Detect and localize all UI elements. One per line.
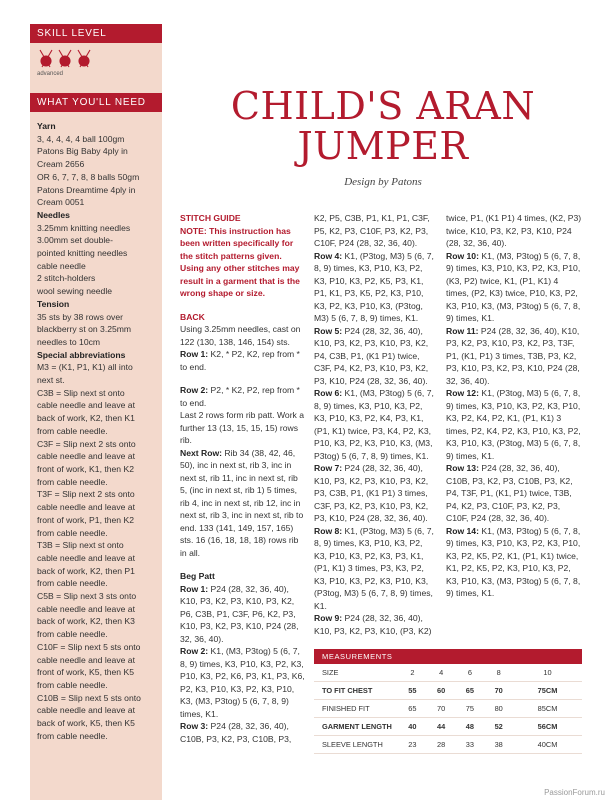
- row-6-text: [314, 387, 437, 462]
- needles-heading: Needles: [37, 209, 70, 220]
- yarn-heading: Yarn: [37, 121, 56, 131]
- row-1-text: [180, 348, 305, 373]
- list-line: Cream 0051: [37, 197, 85, 208]
- row-label: Row 3:: [180, 721, 209, 731]
- row-8-text: [314, 525, 437, 613]
- title-line-2: JUMPER: [297, 124, 469, 168]
- measurement-value: 80: [494, 704, 503, 713]
- row-11-text: [446, 325, 582, 388]
- row-2-text: [180, 384, 305, 409]
- list-line: from cable needle.: [37, 527, 108, 538]
- row-label: Row 7:: [314, 463, 343, 473]
- list-line: pointed knitting needles: [37, 248, 128, 259]
- row-label: Row 14:: [446, 525, 479, 536]
- list-line: cable needle and leave at: [37, 654, 135, 665]
- tension-heading: Tension: [37, 298, 70, 309]
- back-heading: BACK: [180, 311, 205, 322]
- measurements-box: [314, 649, 582, 754]
- list-line: wool sewing needle: [37, 286, 113, 297]
- requirements-list: [30, 112, 162, 742]
- yarn-lines: [37, 133, 156, 209]
- measurement-value: 85CM: [537, 704, 558, 713]
- column-3: [446, 212, 582, 600]
- row-body: P24 (28, 32, 36, 40), C10B, P3, K2, P3, C10B, P3,: [180, 721, 292, 744]
- list-line: M3 = (K1, P1, K1) all into: [37, 362, 133, 373]
- table-row: [314, 700, 582, 718]
- row-body: P24 (28, 32, 36, 40), K10, P3, K2, P3, K10, P3, K2, P6, C3B, P1, C3F, P6, K2, P3, K10, P3, K2, P3, K10, P24 (28, 32, 36, 40).: [180, 583, 299, 644]
- measurement-value: 52: [494, 722, 503, 731]
- pattern-note: NOTE: This instruction has been written specifically for the stitch patterns given. Using any other stitches may result in a garment that is the wrong shape or size.: [180, 225, 300, 298]
- row-9-continued: twice, P1, (K1 P1) 4 times, (K2, P3) twice, K10, P3, K2, P3, K10, P24 (28, 32, 36, 40).: [446, 213, 582, 248]
- row-12-text: [446, 387, 582, 462]
- list-line: Patons Big Baby 4ply in: [37, 146, 128, 157]
- row-label: Row 2:: [180, 385, 209, 395]
- row-label: Row 1:: [180, 583, 209, 594]
- next-row-text: [180, 447, 305, 560]
- measurements-table: [314, 664, 582, 754]
- list-line: back of work, K2, then K3: [37, 616, 135, 627]
- list-line: 3, 4, 4, 4, 4 ball 100gm: [37, 133, 125, 144]
- row-body: P24 (28, 32, 36, 40), K10, P3, K2, P3, K10, (P3, K2): [314, 613, 432, 636]
- list-line: 2 stitch-holders: [37, 273, 96, 284]
- measurement-label: TO FIT CHEST: [322, 686, 373, 695]
- list-line: cable needle and leave at: [37, 400, 135, 411]
- list-line: from cable needle.: [37, 679, 108, 690]
- measurement-value: 40CM: [537, 740, 558, 749]
- list-line: front of work, K5, then K5: [37, 667, 134, 678]
- row-label: Row 5:: [314, 325, 343, 336]
- what-you-need-band: WHAT YOU'LL NEED: [30, 93, 162, 112]
- stitch-guide-heading: STITCH GUIDE: [180, 213, 241, 223]
- row-14-text: [446, 525, 582, 600]
- beg-patt-heading: Beg Patt: [180, 571, 215, 581]
- row-body: Rib 34 (38, 42, 46, 50), inc in next st, rib 3, inc in next st, rib 11, inc in next st, rib 5, (inc in next st, rib 1) 5 times, rib 4, inc in next st, rib 12, inc in next st, rib 3, inc in next st, rib to end. 133 (141, 149, 157, 165) sts. 16 (16, 18, 18, 18) rows rib in all.: [180, 447, 304, 558]
- measurement-value: 56CM: [537, 722, 558, 731]
- row-label: Row 10:: [446, 250, 479, 261]
- measurement-value: 23: [408, 740, 417, 749]
- abbreviations-heading: Special abbreviations: [37, 349, 126, 360]
- column-2: [314, 212, 437, 637]
- measurement-value: 44: [437, 722, 446, 731]
- sidebar: [30, 24, 162, 800]
- measurement-value: 38: [494, 740, 503, 749]
- measurement-value: 60: [437, 686, 446, 695]
- rib-text: Last 2 rows form rib patt. Work a further 13 (13, 15, 15, 15) rows rib.: [180, 410, 305, 445]
- row-body: P24 (28, 32, 36, 40), K10, P3, K2, P3, K10, P3, K2, P4, C3B, P1, (K1 P1) twice, C3F, P4, K2, P3, K10, P3, K2, P3, K10, P24 (28, 32, 36, 40).: [314, 325, 429, 386]
- table-row: [314, 682, 582, 700]
- measurement-value: 2: [410, 668, 415, 677]
- row-3-continued: K2, P5, C3B, P1, K1, P1, C3F, P5, K2, P3, C10F, P3, K2, P3, C10F, P24 (28, 32, 36, 40).: [314, 213, 430, 248]
- row-body: K1, (M3, P3tog) 5 (6, 7, 8, 9) times, K3, P10, K3, P2, K3, P10, K3, P2, K6, P3, K1, P3, K6, P2, K3, P10, K3, P2, K3, P10, K3, (M3, P3tog) 5 (6, 7, 8, 9) times, K1.: [180, 646, 305, 719]
- measurement-value: 75: [465, 704, 475, 713]
- list-line: next st.: [37, 375, 65, 386]
- list-line: C3F = Slip next 2 sts onto: [37, 438, 136, 449]
- measurement-label: GARMENT LENGTH: [322, 722, 392, 731]
- row-body: P24 (28, 32, 36, 40), C10B, P3, K2, P3, C10B, P3, K2, P4, T3F, P1, (K1, P1) twice, T3B, P4, K2, P3, C10F, P3, K2, P3, C10F, P24 (28, 32, 36, 40).: [446, 463, 573, 523]
- title-line-1: CHILD'S ARAN: [230, 84, 536, 128]
- list-line: Cream 2656: [37, 159, 85, 170]
- cast-on-text: Using 3.25mm needles, cast on 122 (130, 138, 146, 154) sts.: [180, 324, 301, 347]
- row-7-text: [314, 462, 437, 525]
- measurement-label: FINISHED FIT: [322, 704, 370, 713]
- row-label: Row 8:: [314, 525, 343, 536]
- list-line: T3F = Slip next 2 sts onto: [37, 489, 135, 500]
- list-line: back of work, K2, then P1: [37, 565, 135, 576]
- list-line: C10F = Slip next 5 sts onto: [37, 641, 141, 652]
- list-line: cable needle and leave at: [37, 552, 135, 563]
- list-line: front of work, K1, then K2: [37, 463, 134, 474]
- list-line: back of work, K2, then K1: [37, 413, 135, 424]
- measurements-heading: MEASUREMENTS: [314, 649, 582, 664]
- row-label: Row 6:: [314, 388, 343, 398]
- patt-row-2-text: [180, 645, 305, 720]
- row-body: K1, (M3, P3tog) 5 (6, 7, 8, 9) times, K3, P10, K3, P2, K3, P10, K3, P2, K4, P3, K1, (P1, K1) twice, P3, K4, P2, K3, P10, K3, P2, K3, P10, K3, (M3, P3tog) 5 (6, 7, 8, 9) times, K1.: [314, 388, 434, 461]
- yarn-ball-icon: [37, 48, 97, 70]
- list-line: from cable needle.: [37, 476, 108, 487]
- row-label: Row 1:: [180, 349, 209, 359]
- measurement-value: 6: [467, 668, 472, 677]
- row-5-text: [314, 325, 437, 388]
- list-line: Patons Dreamtime 4ply in: [37, 184, 136, 195]
- measurement-value: 55: [408, 686, 417, 695]
- row-label: Row 12:: [446, 388, 479, 398]
- list-line: cable needle and leave at: [37, 502, 135, 513]
- measurement-value: 65: [408, 704, 417, 713]
- measurement-label: SLEEVE LENGTH: [322, 740, 383, 749]
- row-body: K1, (M3, P3tog) 5 (6, 7, 8, 9) times, K3, P10, K3, P2, K3, P10, (K3, P2) twice, K1, (P1, K1) 4 times, (P2, K3) twice, P10, K3, P2, K3, P10, K3, (M3, P3tog) 5 (6, 7, 8, 9) times, K1.: [446, 250, 581, 323]
- table-row: [314, 736, 582, 754]
- row-9-text: [314, 612, 437, 637]
- row-body: K1, (M3, P3tog) 5 (6, 7, 8, 9) times, K3, P10, K3, P2, K3, P10, K3, P2, K5, P2, K1, (P1, K1) twice, K1, P2, K5, P2, K3, P10, K3, P2, K3, P10, K3, (M3, P3tog) 5 (6, 7, 8, 9) times, K1.: [446, 525, 581, 598]
- table-row: [314, 664, 582, 682]
- table-row: [314, 718, 582, 736]
- row-4-text: [314, 250, 437, 325]
- measurement-label: SIZE: [322, 668, 339, 677]
- byline: Design by Patons: [344, 176, 422, 188]
- measurement-value: 28: [437, 740, 446, 749]
- measurement-value: 48: [465, 722, 475, 731]
- list-line: C3B = Slip next st onto: [37, 387, 125, 398]
- list-line: 3.25mm knitting needles: [37, 222, 131, 233]
- measurement-value: 40: [408, 722, 417, 731]
- measurement-value: 33: [465, 740, 475, 749]
- list-line: 3.00mm set double-: [37, 235, 113, 246]
- list-line: needles to 10cm: [37, 336, 101, 347]
- list-line: 35 sts by 38 rows over: [37, 311, 123, 322]
- measurement-value: 75CM: [537, 686, 558, 695]
- row-label: Next Row:: [180, 447, 223, 458]
- list-line: from cable needle.: [37, 629, 108, 640]
- list-line: cable needle and leave at: [37, 451, 135, 462]
- page-title: [178, 86, 588, 166]
- list-line: from cable needle.: [37, 730, 108, 741]
- list-line: cable needle and leave at: [37, 705, 135, 716]
- measurement-value: 70: [437, 704, 446, 713]
- row-label: Row 9:: [314, 613, 343, 623]
- skill-level-indicator: [30, 43, 162, 93]
- list-line: cable needle: [37, 260, 86, 271]
- list-line: OR 6, 7, 7, 8, 8 balls 50gm: [37, 171, 140, 182]
- patt-row-1-text: [180, 583, 305, 646]
- list-line: C5B = Slip next 3 sts onto: [37, 591, 137, 602]
- row-10-text: [446, 250, 582, 325]
- list-line: from cable needle.: [37, 578, 108, 589]
- row-label: Row 11:: [446, 325, 479, 336]
- measurement-value: 70: [494, 686, 503, 695]
- patt-row-3-text: [180, 720, 305, 745]
- row-body: K1, (P3tog, M3) 5 (6, 7, 8, 9) times, K3, P10, K3, P2, K3, P10, K3, P2, K5, P3, K1, P1, K1, P3, K5, P2, K3, P10, K3, P2, K3, P10, K3, (P3tog, M3) 5 (6, 7, 8, 9) times, K1.: [314, 250, 434, 323]
- watermark: PassionForum.ru: [544, 788, 605, 797]
- row-13-text: [446, 462, 582, 525]
- list-line: C10B = Slip next 5 sts onto: [37, 692, 141, 703]
- row-label: Row 13:: [446, 463, 479, 473]
- row-body: P24 (28, 32, 36, 40), K10, P3, K2, P3, K10, P3, K2, P3, T3F, P1, (K1, P1) 3 times, T3B, P3, K2, P3, K10, P3, K2, P3, K10, P24 (28, 32, 36, 40).: [446, 325, 580, 386]
- measurement-value: 8: [496, 668, 501, 677]
- skill-level-band: SKILL LEVEL: [30, 24, 162, 43]
- row-label: Row 2:: [180, 646, 209, 656]
- row-body: K1, (P3tog, M3) 5 (6, 7, 8, 9) times, K3, P10, K3, P2, K3, P10, K3, P2, K4, P2, K1, (P1, K1) 3 times, P2, K4, P2, K3, P10, K3, P2, K3, P10, K3, (P3tog, M3) 5 (6, 7, 8, 9) times, K1.: [446, 388, 581, 461]
- tension-lines: [37, 311, 156, 349]
- list-line: front of work, P1, then K2: [37, 514, 134, 525]
- row-label: Row 4:: [314, 250, 343, 261]
- row-body: P24 (28, 32, 36, 40), K10, P3, K2, P3, K10, P3, K2, P3, C3B, P1, (K1 P1) 3 times, C3F, P3, K2, P3, K10, P3, K2, P3, K10, P24 (28, 32, 36, 40).: [314, 463, 429, 523]
- list-line: back of work, K5, then K5: [37, 718, 135, 729]
- list-line: from cable needle.: [37, 425, 108, 436]
- measurement-value: 10: [543, 668, 552, 677]
- measurement-value: 65: [465, 686, 475, 695]
- list-line: cable needle and leave at: [37, 603, 135, 614]
- needles-lines: [37, 222, 156, 298]
- skill-caption: advanced: [37, 71, 64, 77]
- abbreviation-lines: [37, 361, 156, 742]
- row-body: K1, (P3tog, M3) 5 (6, 7, 8, 9) times, K3, P10, K3, P2, K3, P10, K3, P2, K3, P3, K1, (P1, K1) 3 times, P3, K3, P2, K3, P10, K3, P2, K3, P10, K3, (P3tog, M3) 5 (6, 7, 8, 9) times, K1.: [314, 525, 434, 611]
- list-line: blackberry st on 3.25mm: [37, 324, 132, 335]
- row-body: P2, * K2, P2, rep from * to end.: [180, 385, 300, 408]
- measurement-value: 4: [439, 668, 444, 677]
- list-line: T3B = Slip next st onto: [37, 540, 124, 551]
- row-body: K2, * P2, K2, rep from * to end.: [180, 349, 300, 372]
- column-1: [180, 212, 305, 745]
